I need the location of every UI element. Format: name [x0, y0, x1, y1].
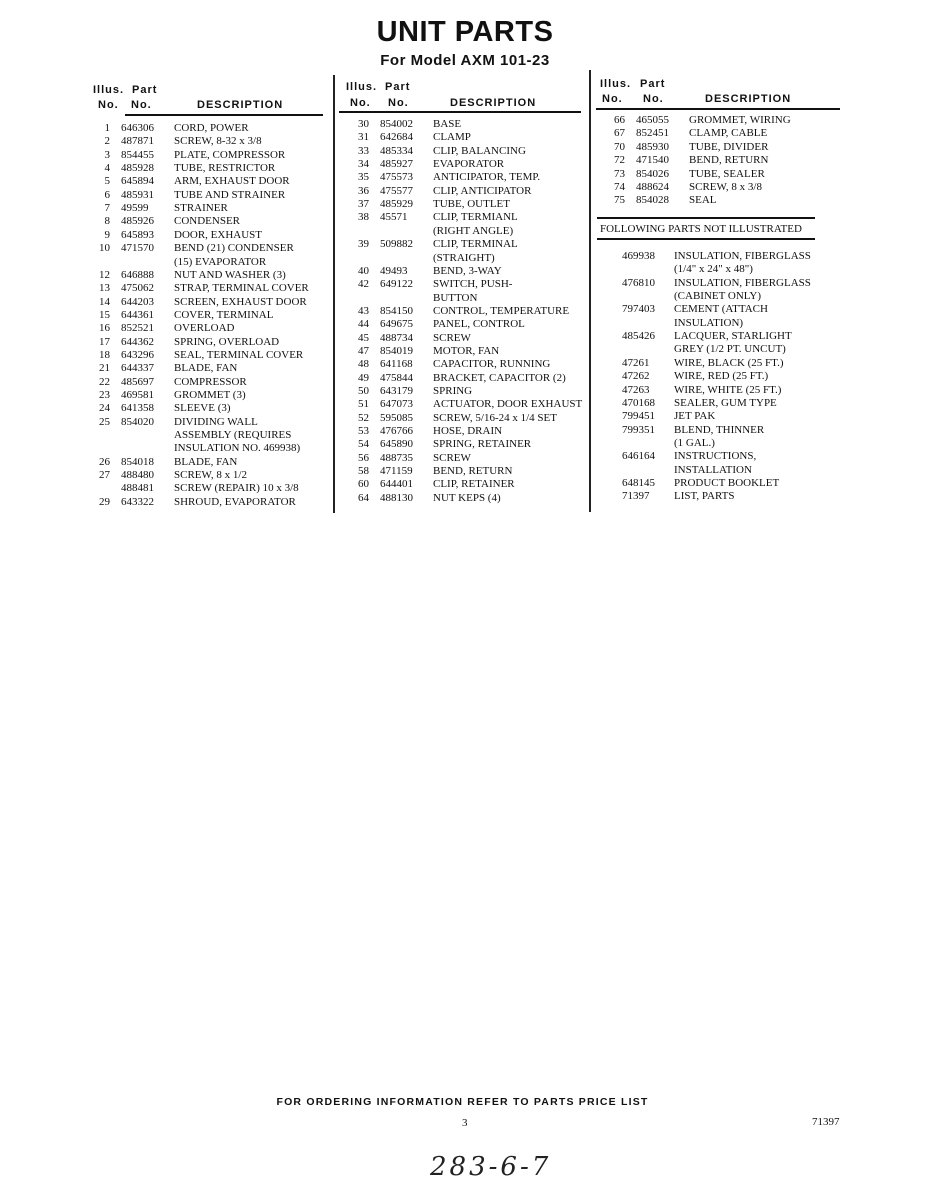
model-subtitle: For Model AXM 101-23 [380, 52, 550, 69]
part-number: 485426 [622, 330, 655, 343]
part-number: 642684 [380, 131, 413, 144]
part-number: 641358 [121, 402, 154, 415]
part-description: ARM, EXHAUST DOOR [174, 175, 290, 188]
part-description: INSTALLATION [674, 463, 752, 476]
illus-number: 5 [104, 175, 110, 188]
part-number: 485334 [380, 144, 413, 157]
header-illus: Illus. [93, 84, 125, 96]
not-illustrated-heading: FOLLOWING PARTS NOT ILLUSTRATED [600, 223, 802, 235]
part-number: 595085 [380, 411, 413, 424]
part-number: 649122 [380, 278, 413, 291]
part-number: 645894 [121, 175, 154, 188]
illus-number: 23 [99, 389, 110, 401]
part-number: 485697 [121, 375, 154, 388]
illus-number: 8 [104, 215, 110, 228]
header-part-no: No. [131, 99, 152, 111]
illus-number: 12 [99, 268, 110, 281]
part-number: 852451 [636, 127, 669, 140]
page-number: 3 [462, 1117, 468, 1129]
illus-number: 49 [358, 371, 369, 384]
header-part-no: No. [388, 97, 409, 109]
header-no: No. [602, 93, 623, 105]
part-number: 488480 [121, 469, 154, 482]
part-description: SCREW [433, 451, 471, 464]
part-description: COVER, TERMINAL [174, 308, 274, 321]
part-number: 47261 [622, 356, 650, 369]
illus-number: 72 [614, 154, 625, 167]
part-description: (STRAIGHT) [433, 251, 495, 264]
part-description: CLIP, TERMIANL [433, 211, 518, 224]
part-description: BASE [433, 118, 462, 130]
illus-number: 43 [358, 304, 369, 317]
part-description: WIRE, BLACK (25 FT.) [674, 356, 784, 369]
part-number: 488735 [380, 451, 413, 464]
illus-number: 40 [358, 264, 369, 277]
part-description: NUT AND WASHER (3) [174, 268, 286, 281]
part-description: SHROUD, EVAPORATOR [174, 495, 296, 508]
illus-number: 7 [104, 202, 110, 215]
illus-number: 9 [104, 228, 110, 241]
part-description: SCREW, 5/16-24 x 1/4 SET [433, 411, 557, 424]
part-description: DOOR, EXHAUST [174, 228, 262, 241]
part-description: DIVIDING WALL [174, 415, 258, 428]
part-description: SCREW, 8 x 1/2 [174, 469, 247, 482]
part-number: 799451 [622, 410, 655, 423]
part-description: BRACKET, CAPACITOR (2) [433, 371, 566, 384]
part-description: SEAL, TERMINAL COVER [174, 348, 304, 361]
illus-number: 34 [358, 158, 369, 171]
part-number: 854018 [121, 455, 154, 468]
part-number: 488624 [636, 181, 669, 193]
part-number: 643296 [121, 348, 154, 361]
illus-number: 6 [104, 188, 110, 201]
part-description: INSULATION, FIBERGLASS [674, 250, 811, 262]
part-number: 471570 [121, 242, 154, 255]
section-rule [597, 217, 815, 219]
illus-number: 25 [99, 415, 110, 428]
document-code: 71397 [812, 1116, 840, 1128]
illus-number: 37 [358, 198, 369, 211]
part-description: SWITCH, PUSH- [433, 278, 513, 291]
illus-number: 2 [104, 135, 110, 148]
part-number: 799351 [622, 423, 655, 436]
illus-number: 33 [358, 144, 369, 157]
illus-number: 13 [99, 282, 110, 295]
part-number: 645890 [380, 438, 413, 451]
ordering-note: FOR ORDERING INFORMATION REFER TO PARTS PRICE LIST [276, 1096, 649, 1108]
part-number: 465055 [636, 114, 669, 126]
part-description: TUBE, SEALER [689, 167, 765, 180]
illus-number: 29 [99, 495, 110, 508]
part-description: (1 GAL.) [674, 436, 715, 449]
part-number: 71397 [622, 490, 650, 503]
part-number: 646306 [121, 122, 154, 134]
part-description: SPRING [433, 385, 473, 397]
part-description: PANEL, CONTROL [433, 318, 525, 331]
illus-number: 26 [99, 455, 110, 468]
illus-number: 27 [99, 469, 110, 482]
header-illus: Illus. [346, 81, 378, 93]
part-number: 648145 [622, 476, 655, 489]
part-description: NUT KEPS (4) [433, 491, 501, 504]
part-description: BLEND, THINNER [674, 423, 765, 436]
part-number: 645893 [121, 228, 154, 241]
header-part: Part [385, 81, 411, 93]
illus-number: 31 [358, 131, 369, 144]
part-number: 485930 [636, 140, 669, 153]
illus-number: 70 [614, 140, 625, 153]
part-description: GREY (1/2 PT. UNCUT) [674, 343, 786, 356]
column-divider [589, 70, 591, 512]
part-description: WIRE, WHITE (25 FT.) [674, 383, 782, 396]
part-description: TUBE, RESTRICTOR [174, 162, 276, 175]
part-description: BLADE, FAN [174, 362, 238, 375]
part-description: PRODUCT BOOKLET [674, 476, 780, 489]
part-description: STRAINER [174, 202, 228, 215]
header-part: Part [132, 84, 158, 96]
part-number: 644361 [121, 308, 154, 321]
part-number: 643179 [380, 385, 413, 397]
part-number: 854150 [380, 304, 413, 317]
part-number: 471540 [636, 154, 669, 167]
part-number: 475573 [380, 171, 413, 184]
illus-number: 53 [358, 425, 369, 438]
illus-number: 30 [358, 118, 369, 130]
part-number: 854002 [380, 118, 413, 130]
part-description: (CABINET ONLY) [674, 290, 761, 303]
part-number: 485926 [121, 215, 154, 228]
part-description: COMPRESSOR [174, 375, 247, 388]
part-description: GROMMET (3) [174, 389, 246, 401]
part-description: CONTROL, TEMPERATURE [433, 304, 570, 317]
illus-number: 10 [99, 242, 110, 255]
part-number: 487871 [121, 135, 154, 148]
part-number: 485931 [121, 188, 154, 201]
part-number: 852521 [121, 322, 154, 335]
part-description: BEND, RETURN [689, 154, 769, 167]
part-description: CLIP, BALANCING [433, 144, 526, 157]
part-number: 644362 [121, 335, 154, 348]
part-number: 854455 [121, 148, 154, 161]
part-description: LIST, PARTS [674, 490, 735, 503]
part-number: 646888 [121, 268, 154, 281]
header-part: Part [640, 78, 666, 90]
part-description: TUBE, OUTLET [433, 198, 510, 211]
illus-number: 64 [358, 491, 369, 504]
part-number: 649675 [380, 318, 413, 331]
part-number: 488130 [380, 491, 413, 504]
column-divider [333, 75, 335, 513]
part-number: 485929 [380, 198, 413, 211]
header-description: DESCRIPTION [705, 93, 792, 105]
part-description: (15) EVAPORATOR [174, 255, 267, 268]
illus-number: 50 [358, 385, 369, 397]
part-description: CAPACITOR, RUNNING [433, 358, 551, 371]
part-number: 647073 [380, 398, 413, 411]
illus-number: 75 [614, 194, 625, 207]
part-number: 470168 [622, 396, 655, 409]
part-description: (RIGHT ANGLE) [433, 224, 514, 237]
part-number: 469938 [622, 250, 655, 262]
part-number: 475577 [380, 184, 413, 197]
part-number: 488481 [121, 482, 154, 495]
part-number: 854020 [121, 415, 154, 428]
part-description: SPRING, OVERLOAD [174, 335, 280, 348]
part-description: INSULATION, FIBERGLASS [674, 276, 811, 289]
part-description: TUBE AND STRAINER [174, 188, 286, 201]
part-description: INSULATION NO. 469938) [174, 442, 301, 455]
part-description: CLIP, ANTICIPATOR [433, 184, 532, 197]
part-number: 45571 [380, 211, 408, 224]
illus-number: 42 [358, 278, 369, 291]
illus-number: 74 [614, 181, 625, 193]
illus-number: 22 [99, 375, 110, 388]
part-number: 476810 [622, 276, 655, 289]
header-no: No. [98, 99, 119, 111]
part-description: SCREW (REPAIR) 10 x 3/8 [174, 482, 299, 495]
part-number: 643322 [121, 495, 154, 508]
part-description: INSTRUCTIONS, [674, 450, 757, 463]
part-number: 47263 [622, 383, 650, 396]
part-number: 49493 [380, 264, 408, 277]
part-description: INSULATION) [674, 316, 744, 329]
illus-number: 18 [99, 348, 110, 361]
part-description: CORD, POWER [174, 122, 249, 134]
part-description: CONDENSER [174, 215, 241, 228]
part-description: GROMMET, WIRING [689, 114, 791, 126]
part-description: SCREW, 8-32 x 3/8 [174, 135, 262, 148]
part-number: 485927 [380, 158, 413, 171]
part-description: EVAPORATOR [433, 158, 505, 171]
illus-number: 38 [358, 211, 369, 224]
part-number: 485928 [121, 162, 154, 175]
illus-number: 21 [99, 362, 110, 375]
part-number: 644203 [121, 295, 154, 308]
part-description: MOTOR, FAN [433, 344, 500, 357]
part-number: 509882 [380, 238, 413, 251]
illus-number: 1 [104, 122, 110, 134]
part-description: BUTTON [433, 291, 478, 304]
illus-number: 17 [99, 335, 110, 348]
illus-number: 47 [358, 344, 369, 357]
part-number: 644337 [121, 362, 154, 375]
part-description: WIRE, RED (25 FT.) [674, 370, 769, 383]
part-description: SCREW, 8 x 3/8 [689, 181, 762, 193]
part-number: 854019 [380, 344, 413, 357]
part-description: (1/4" x 24" x 48") [674, 263, 753, 276]
part-number: 471159 [380, 465, 413, 478]
illus-number: 54 [358, 438, 369, 451]
part-number: 475844 [380, 371, 413, 384]
header-illus: Illus. [600, 78, 632, 90]
illus-number: 44 [358, 318, 369, 331]
section-rule [597, 238, 815, 240]
illus-number: 16 [99, 322, 110, 335]
illus-number: 60 [358, 478, 369, 491]
part-number: 646164 [622, 450, 655, 463]
part-description: BEND, 3-WAY [433, 264, 502, 277]
header-description: DESCRIPTION [197, 99, 284, 111]
illus-number: 67 [614, 127, 625, 140]
part-number: 475062 [121, 282, 154, 295]
part-number: 797403 [622, 303, 655, 316]
header-rule [125, 114, 323, 116]
part-description: CLAMP, CABLE [689, 127, 768, 140]
header-no: No. [350, 97, 371, 109]
part-description: CLIP, TERMINAL [433, 238, 518, 251]
part-description: ANTICIPATOR, TEMP. [433, 171, 541, 184]
part-description: ACTUATOR, DOOR EXHAUST [433, 398, 583, 411]
illus-number: 73 [614, 167, 625, 180]
part-description: BLADE, FAN [174, 455, 238, 468]
part-description: PLATE, COMPRESSOR [174, 148, 286, 161]
part-number: 641168 [380, 358, 413, 371]
header-rule [339, 111, 581, 113]
part-number: 644401 [380, 478, 413, 491]
part-number: 488734 [380, 331, 413, 344]
part-description: LACQUER, STARLIGHT [674, 330, 792, 343]
part-description: CEMENT (ATTACH [674, 303, 768, 316]
part-description: HOSE, DRAIN [433, 425, 503, 438]
part-description: TUBE, DIVIDER [689, 140, 769, 153]
illus-number: 45 [358, 331, 369, 344]
illus-number: 36 [358, 184, 369, 197]
part-description: OVERLOAD [174, 322, 235, 335]
illus-number: 51 [358, 398, 369, 411]
part-description: SEALER, GUM TYPE [674, 396, 777, 409]
illus-number: 52 [358, 411, 369, 424]
part-description: SCREEN, EXHAUST DOOR [174, 295, 307, 308]
part-description: BEND (21) CONDENSER [174, 242, 294, 255]
part-description: JET PAK [674, 410, 716, 423]
illus-number: 39 [358, 238, 369, 251]
part-description: STRAP, TERMINAL COVER [174, 282, 309, 295]
part-number: 854026 [636, 167, 669, 180]
page-title: UNIT PARTS [376, 16, 554, 48]
part-description: SCREW [433, 331, 471, 344]
illus-number: 4 [104, 162, 110, 175]
part-description: CLIP, RETAINER [433, 478, 515, 491]
illus-number: 56 [358, 451, 369, 464]
header-part-no: No. [643, 93, 664, 105]
illus-number: 3 [104, 148, 110, 161]
part-description: SLEEVE (3) [174, 402, 231, 415]
part-description: SPRING, RETAINER [433, 438, 532, 451]
handwritten-note: 283-6-7 [430, 1152, 552, 1182]
part-number: 469581 [121, 389, 154, 401]
illus-number: 15 [99, 308, 110, 321]
illus-number: 14 [99, 295, 110, 308]
illus-number: 48 [358, 358, 369, 371]
part-number: 854028 [636, 194, 669, 207]
part-number: 49599 [121, 202, 149, 215]
part-description: SEAL [689, 194, 717, 207]
illus-number: 24 [99, 402, 110, 415]
header-rule [596, 108, 840, 110]
part-number: 47262 [622, 370, 650, 383]
illus-number: 66 [614, 114, 625, 126]
illus-number: 35 [358, 171, 369, 184]
illus-number: 58 [358, 465, 369, 478]
header-description: DESCRIPTION [450, 97, 537, 109]
part-description: ASSEMBLY (REQUIRES [174, 429, 292, 442]
part-number: 476766 [380, 425, 413, 438]
part-description: CLAMP [433, 131, 471, 144]
part-description: BEND, RETURN [433, 465, 513, 478]
